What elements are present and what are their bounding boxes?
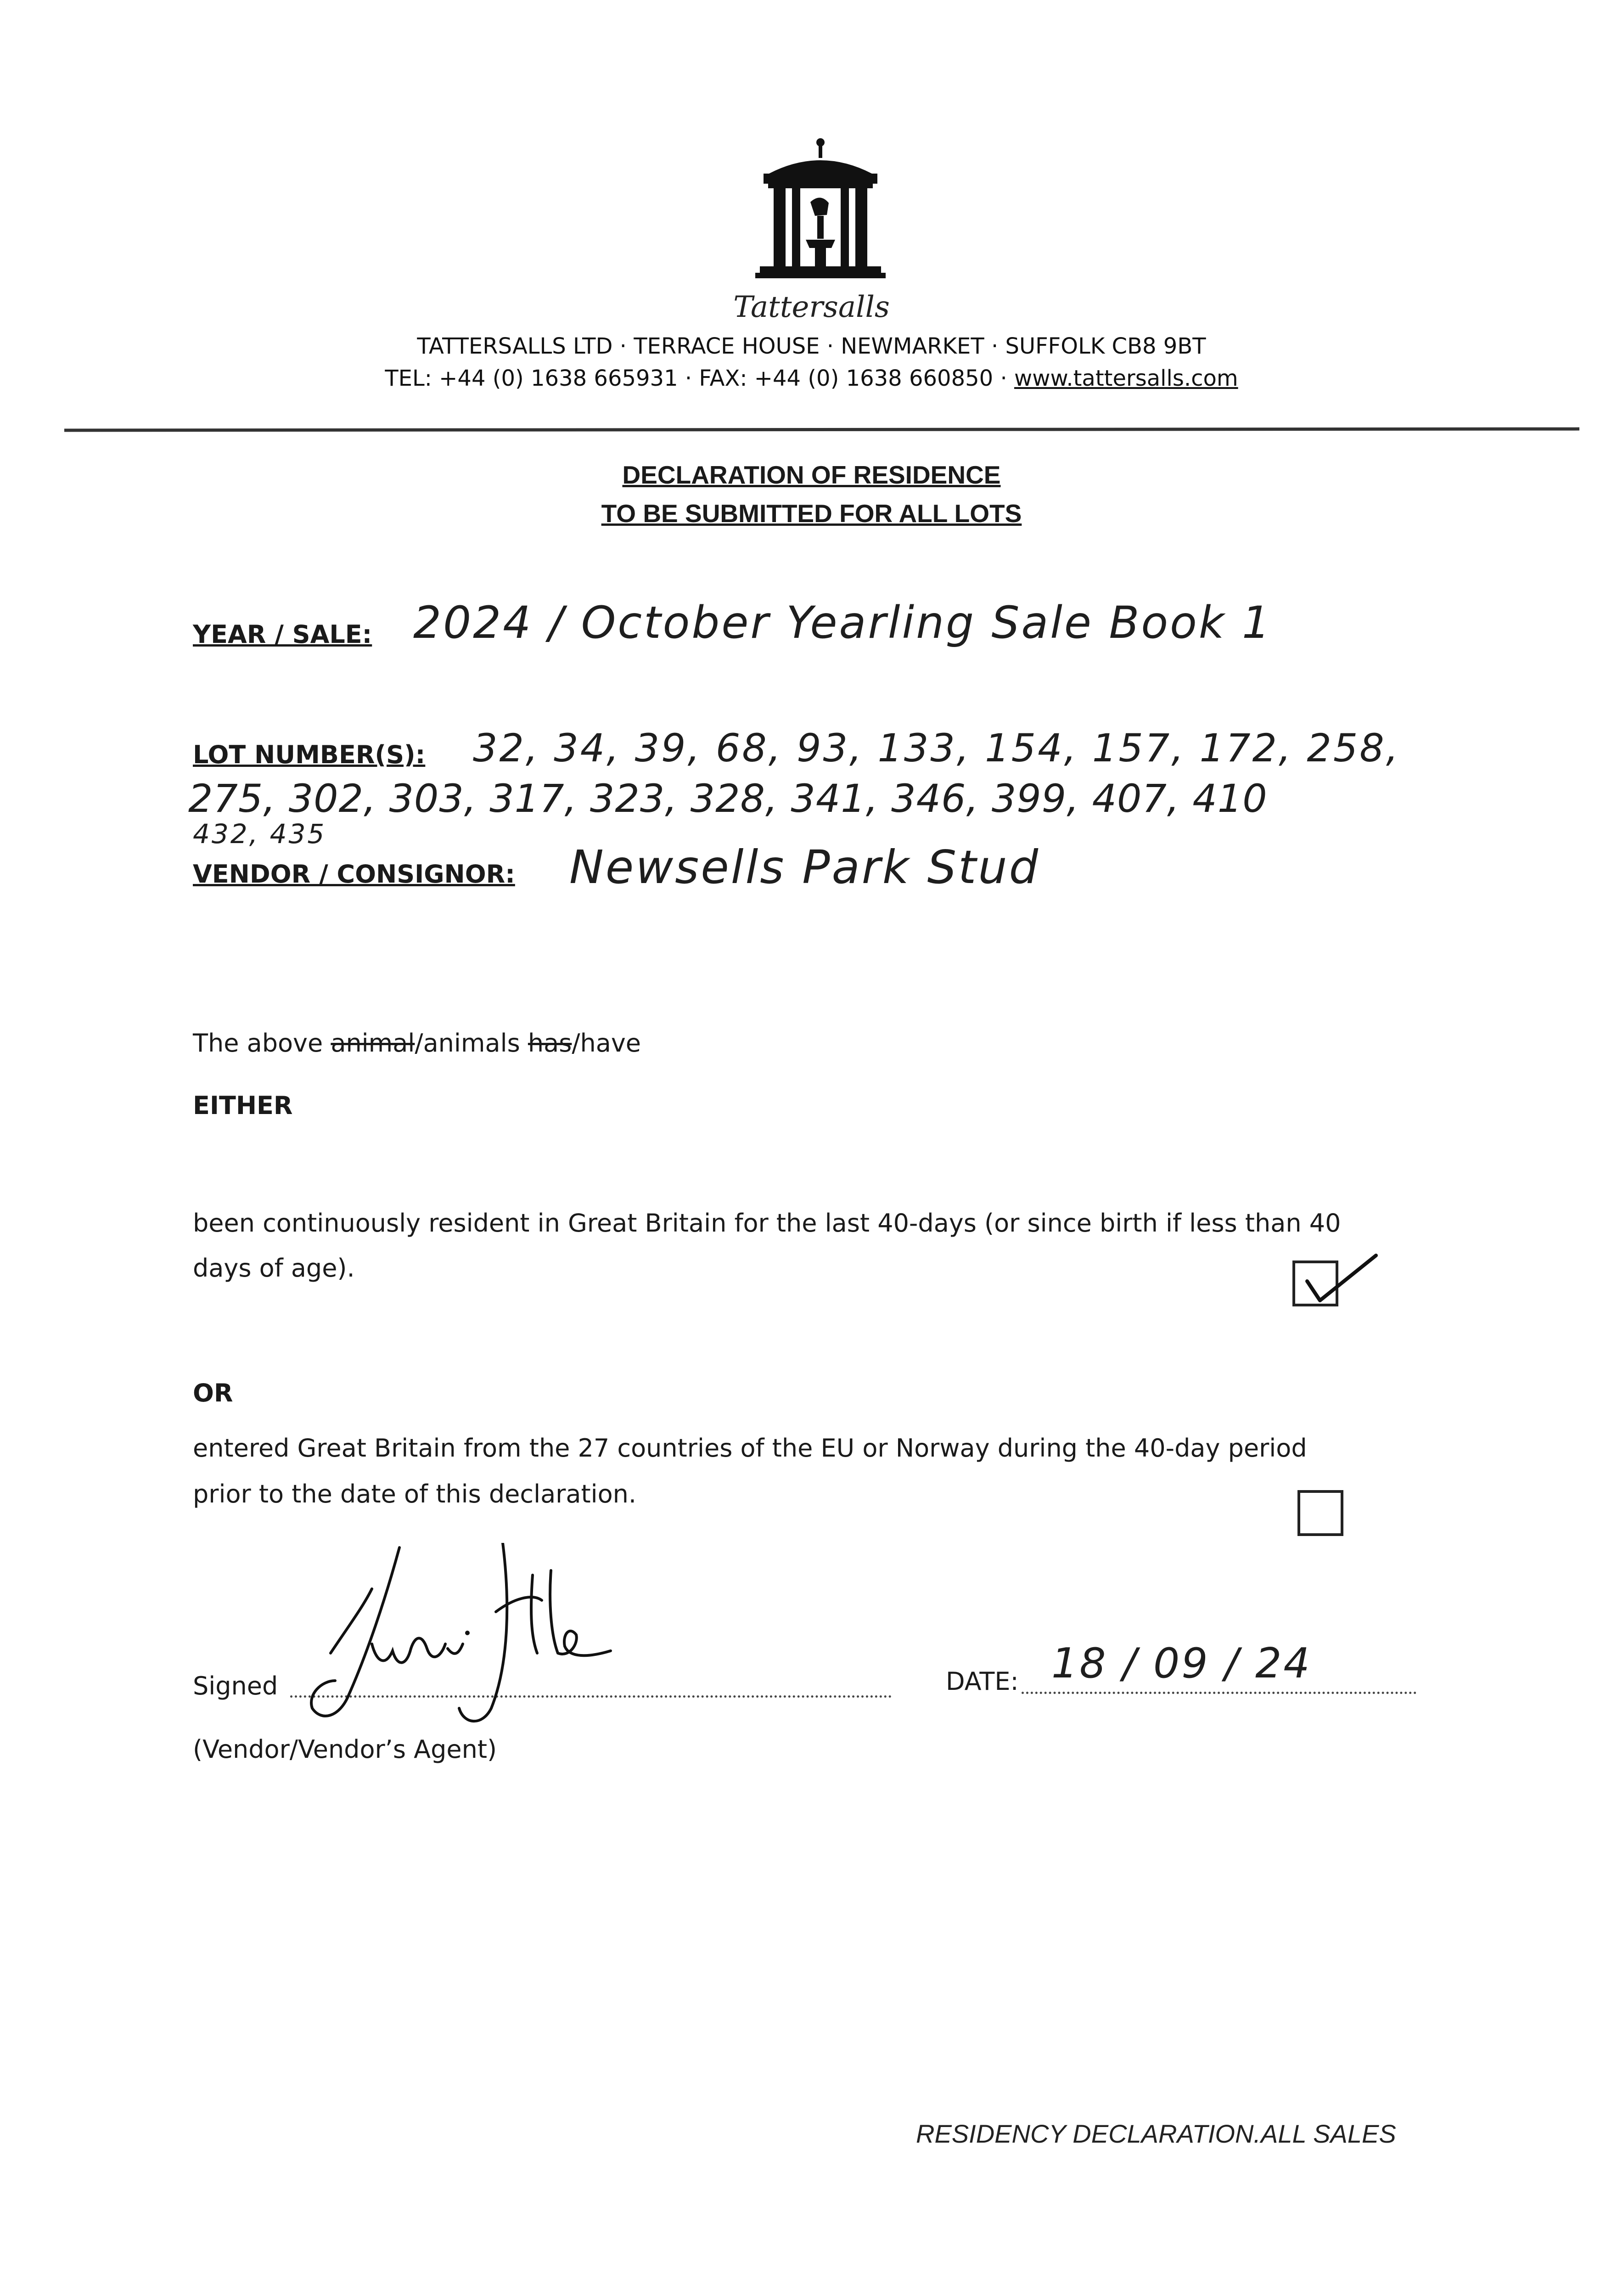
brand-name: Tattersalls [733,290,890,324]
signature-scribble [294,1543,689,1736]
signed-label: Signed [193,1671,278,1700]
signer-role-note: (Vendor/Vendor’s Agent) [193,1735,497,1764]
company-address: TATTERSALLS LTD · TERRACE HOUSE · NEWMARKET · SUFFOLK CB8 9BT [417,333,1206,359]
statement-prefix: The above [193,1029,331,1058]
lot-numbers-line-2: 275, 302, 303, 317, 323, 328, 341, 346, 399, 407, 410 [188,776,1268,821]
statement-have: /have [572,1029,641,1058]
lot-numbers-label: LOT NUMBER(S): [193,740,426,769]
date-value: 18 / 09 / 24 [1051,1639,1312,1688]
year-sale-value: 2024 / October Yearling Sale Book 1 [413,597,1272,648]
lot-numbers-line-3: 432, 435 [193,818,326,850]
checkmark-icon [1292,1249,1380,1309]
option-2-line-2: prior to the date of this declaration. [193,1480,637,1508]
date-line [1022,1692,1416,1694]
struck-animal: animal [331,1029,415,1058]
contact-numbers: TEL: +44 (0) 1638 665931 · FAX: +44 (0) 1638 660850 · [385,366,1014,391]
statement-intro [193,1029,641,1058]
statement-animals: /animals [415,1029,528,1058]
option-2-checkbox[interactable] [1297,1490,1343,1536]
date-label: DATE: [946,1667,1019,1696]
company-contact [0,366,1623,391]
vendor-label: VENDOR / CONSIGNOR: [193,860,515,889]
document-title: DECLARATION OF RESIDENCE [622,461,1001,489]
website-link[interactable]: www.tattersalls.com [1014,366,1238,391]
option-1-line-2: days of age). [193,1254,355,1283]
header-divider [64,428,1579,432]
tattersalls-logo [741,133,898,285]
year-sale-label: YEAR / SALE: [193,620,372,649]
lot-numbers-line-1: 32, 34, 39, 68, 93, 133, 154, 157, 172, 258, [473,726,1400,771]
option-2-line-1: entered Great Britain from the 27 countries of the EU or Norway during the 40-day period [193,1434,1307,1463]
option-1-line-1: been continuously resident in Great Britain for the last 40-days (or since birth if less than 40 [193,1209,1341,1238]
or-label: OR [193,1379,233,1407]
either-label: EITHER [193,1091,293,1120]
vendor-value: Newsells Park Stud [569,840,1040,894]
document-reference: RESIDENCY DECLARATION.ALL SALES [916,2119,1396,2148]
document-subtitle: TO BE SUBMITTED FOR ALL LOTS [601,499,1022,528]
struck-has: has [528,1029,572,1058]
